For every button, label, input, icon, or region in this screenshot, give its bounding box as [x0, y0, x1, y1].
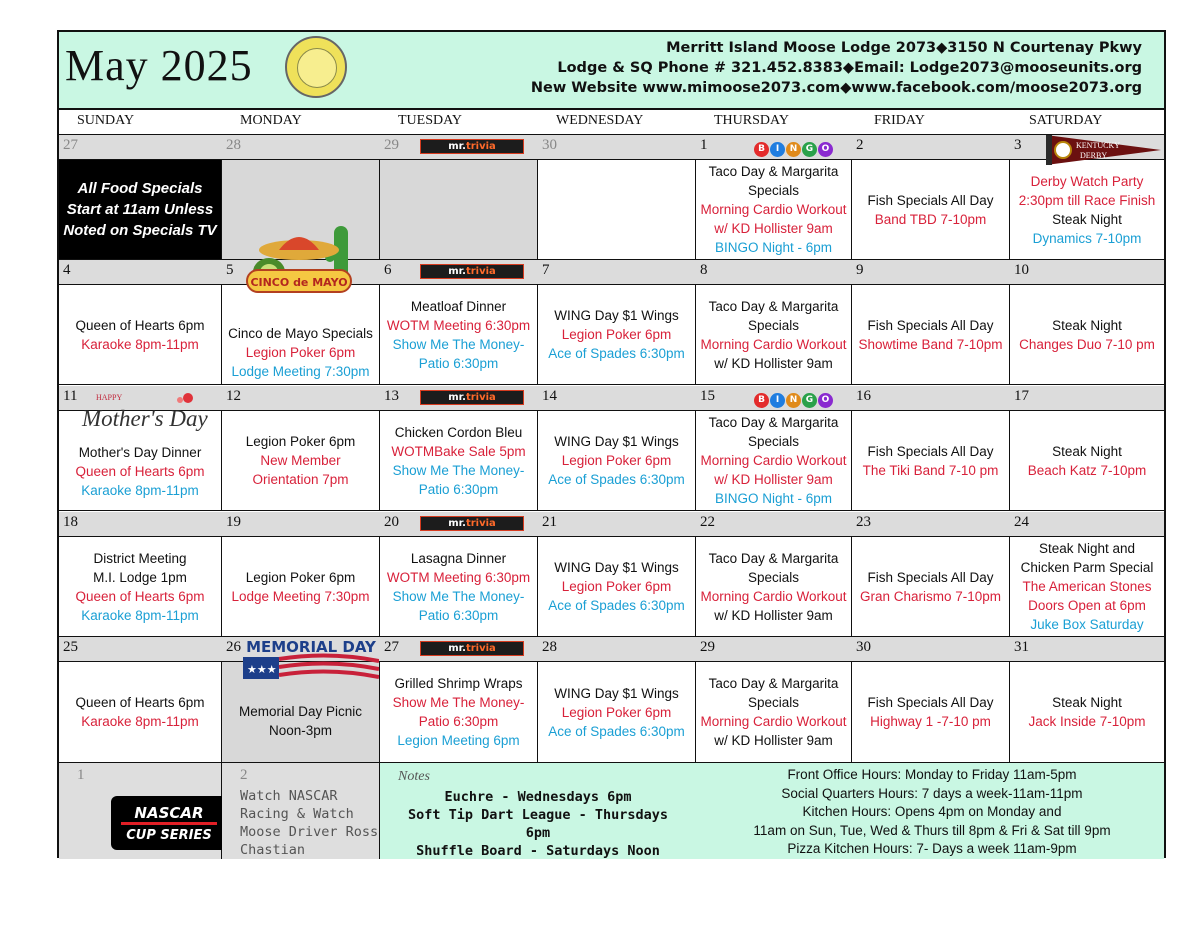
date-number: 30	[542, 137, 557, 153]
lodge-contact: Lodge & SQ Phone # 321.452.8383◆Email: Lodge2073@mooseunits.org	[557, 60, 1142, 76]
event-line: Lodge Meeting 7:30pm	[231, 588, 370, 604]
event-line: Legion Poker 6pm	[561, 327, 672, 342]
text-line: Chastian	[240, 842, 306, 858]
trivia-mr: mr.	[448, 518, 466, 529]
event-line: Specials	[747, 434, 800, 449]
event-line: WING Day $1 Wings	[554, 685, 679, 701]
event-line: Memorial Day Picnic	[238, 704, 363, 719]
moose-lodge-logo	[285, 36, 347, 98]
date-number: 23	[856, 514, 871, 530]
date-number: 19	[226, 514, 241, 530]
event-line: Karaoke 8pm-11pm	[81, 607, 199, 623]
date-number: 22	[700, 514, 715, 530]
event-line: Fish Specials All Day	[867, 695, 994, 710]
calendar	[57, 30, 1166, 858]
event-line: New Member	[260, 453, 341, 468]
text-line: Front Office Hours: Monday to Friday 11am-5pm	[787, 767, 1077, 782]
event-line: Cinco de Mayo Specials	[228, 326, 373, 341]
event-line: Karaoke 8pm-11pm	[81, 483, 199, 498]
bingo-ball: G	[802, 142, 817, 157]
date-number: 13	[384, 388, 399, 404]
bingo-ball: B	[754, 142, 769, 157]
day-cell-25	[59, 662, 222, 763]
event-line: w/ KD Hollister 9am	[714, 607, 833, 623]
event-line: Lasagna Dinner	[410, 550, 507, 566]
mothers-day-script: Mother's Day	[82, 406, 208, 431]
event-line: Chicken Parm Special	[1020, 560, 1154, 575]
text-line: Moose Driver Ross	[240, 824, 379, 840]
event-line: Specials	[747, 317, 800, 333]
date-number: 3	[1014, 137, 1022, 153]
date-number: 21	[542, 514, 557, 530]
event-line: Steak Night	[1052, 211, 1122, 227]
day-cell-18	[59, 537, 222, 637]
text-line: Pizza Kitchen Hours: 7- Days a week 11am-9pm	[787, 841, 1077, 856]
lodge-address: Merritt Island Moose Lodge 2073◆3150 N Courtenay Pkwy	[666, 40, 1142, 56]
event-line: WING Day $1 Wings	[554, 560, 679, 575]
day-cell-15	[696, 411, 852, 511]
day-cell-30	[538, 160, 696, 260]
day-cell-22	[696, 537, 852, 637]
day-cell-16	[852, 411, 1010, 511]
event-line: Taco Day & Margarita	[708, 298, 839, 314]
trivia-word: trivia	[465, 141, 496, 152]
nascar-cup-logo	[111, 796, 227, 850]
day-cell-30	[852, 662, 1010, 763]
date-number: 26	[226, 639, 241, 655]
event-line: Taco Day & Margarita	[708, 415, 839, 430]
bingo-badge	[754, 390, 834, 406]
date-number: 16	[856, 388, 871, 404]
text-line: Shuffle Board - Saturdays Noon	[416, 843, 660, 859]
mr-trivia-badge	[420, 641, 524, 656]
event-line: w/ KD Hollister 9am	[714, 733, 833, 748]
date-number: 17	[1014, 388, 1029, 404]
weekday-wednesday: WEDNESDAY	[556, 113, 644, 128]
trivia-mr: mr.	[448, 266, 466, 277]
date-number: 7	[542, 262, 550, 278]
hours-list	[740, 766, 1124, 859]
event-line: Steak Night	[1052, 443, 1122, 459]
event-line: Queen of Hearts 6pm	[75, 695, 205, 710]
event-line: Morning Cardio Workout	[700, 714, 847, 729]
event-line: Karaoke 8pm-11pm	[81, 714, 199, 729]
day-cell-1	[696, 160, 852, 260]
nascar-note	[240, 787, 378, 859]
event-line: Grilled Shrimp Wraps	[394, 676, 523, 691]
event-line: Show Me The Money-	[392, 588, 525, 604]
event-line: WING Day $1 Wings	[554, 434, 679, 449]
event-line: Steak Night and	[1038, 541, 1136, 556]
mr-trivia-badge	[420, 139, 524, 154]
weekday-header-row	[59, 108, 1164, 135]
weekday-sunday: SUNDAY	[77, 113, 135, 128]
event-line: Morning Cardio Workout	[700, 588, 847, 604]
bingo-ball: N	[786, 142, 801, 157]
event-line: Start at 11am Unless	[66, 201, 214, 218]
day-cell-21	[538, 537, 696, 637]
trivia-word: trivia	[465, 392, 496, 403]
day-cell-28	[538, 662, 696, 763]
notes-list	[398, 788, 678, 860]
event-line: Patio 6:30pm	[418, 355, 499, 371]
bingo-ball: G	[802, 393, 817, 408]
mr-trivia-badge	[420, 390, 524, 405]
date-number: 11	[63, 388, 78, 404]
day-cell-27	[59, 160, 222, 260]
footer-date-1	[59, 763, 222, 859]
date-number: 30	[856, 639, 871, 655]
day-cell-3	[1010, 160, 1164, 260]
event-line: Ace of Spades 6:30pm	[548, 346, 685, 361]
event-line: Taco Day & Margarita	[708, 676, 839, 691]
weekday-tuesday: TUESDAY	[398, 113, 463, 128]
trivia-word: trivia	[465, 518, 496, 529]
day-cell-19	[222, 537, 380, 637]
event-line: Morning Cardio Workout	[700, 336, 847, 352]
day-cell-8	[696, 285, 852, 385]
event-line: Lodge Meeting 7:30pm	[231, 364, 370, 379]
day-cell-2	[852, 160, 1010, 260]
footer-date-2	[222, 763, 380, 859]
event-line: w/ KD Hollister 9am	[714, 221, 833, 236]
memorial-day-banner	[243, 637, 379, 681]
day-cell-17	[1010, 411, 1164, 511]
event-line: The Tiki Band 7-10 pm	[862, 462, 999, 478]
date-row	[59, 386, 1164, 411]
event-line: Highway 1 -7-10 pm	[870, 714, 991, 729]
event-line: Band TBD 7-10pm	[874, 211, 987, 227]
event-line: All Food Specials	[77, 180, 203, 197]
text-line: Racing & Watch	[240, 806, 354, 822]
event-line: Morning Cardio Workout	[700, 202, 847, 217]
event-line: Specials	[747, 569, 800, 585]
event-line: Specials	[747, 695, 800, 710]
event-line: Show Me The Money-	[392, 336, 525, 352]
date-number: 6	[384, 262, 392, 278]
day-cell-6	[380, 285, 538, 385]
event-line: Fish Specials All Day	[867, 443, 994, 459]
event-line: Noon-3pm	[268, 723, 333, 738]
event-line: Doors Open at 6pm	[1028, 598, 1146, 613]
day-cell-29	[696, 662, 852, 763]
event-line: BINGO Night - 6pm	[714, 240, 833, 255]
notes-label: Notes	[398, 769, 430, 784]
trivia-mr: mr.	[448, 643, 466, 654]
date-number: 20	[384, 514, 399, 530]
day-cell-20	[380, 537, 538, 637]
day-cell-7	[538, 285, 696, 385]
event-line: Orientation 7pm	[252, 472, 349, 487]
date-number: 12	[226, 388, 241, 404]
day-cell-10	[1010, 285, 1164, 385]
text-line: Euchre - Wednesdays 6pm	[444, 789, 632, 805]
event-line: Chicken Cordon Bleu	[394, 424, 523, 440]
cup-series-text: CUP SERIES	[126, 828, 212, 843]
calendar-footer	[59, 762, 1164, 859]
event-line: Ace of Spades 6:30pm	[548, 472, 685, 487]
footer-notes-hours	[380, 763, 1164, 859]
event-line: WOTM Meeting 6:30pm	[386, 317, 531, 333]
date-number: 25	[63, 639, 78, 655]
weekday-friday: FRIDAY	[874, 113, 925, 128]
bingo-ball: O	[818, 142, 833, 157]
bingo-ball: I	[770, 393, 785, 408]
memorial-text: MEMORIAL DAY	[246, 638, 376, 656]
date-number: 29	[384, 137, 399, 153]
text-line: Watch NASCAR	[240, 788, 338, 804]
event-line: 2:30pm till Race Finish	[1018, 192, 1156, 208]
event-line: Mother's Day Dinner	[78, 445, 202, 460]
event-line: BINGO Night - 6pm	[714, 491, 833, 506]
event-line: Dynamics 7-10pm	[1032, 230, 1142, 246]
event-line: Specials	[747, 183, 800, 198]
text-line: 11am on Sun, Tue, Wed & Thurs till 8pm & Fri & Sat till 9pm	[753, 822, 1111, 838]
derby-text-top: KENTUCKY	[1076, 141, 1120, 150]
date-number: 1	[77, 767, 85, 783]
event-line: Show Me The Money-	[392, 695, 525, 710]
date-number: 31	[1014, 639, 1029, 655]
date-number: 8	[700, 262, 708, 278]
day-cell-24	[1010, 537, 1164, 637]
lodge-info	[531, 38, 1142, 98]
mothers-day-happy: HAPPY	[96, 393, 123, 402]
event-line: Queen of Hearts 6pm	[75, 317, 205, 333]
date-row	[59, 260, 1164, 285]
bingo-ball: N	[786, 393, 801, 408]
event-line: Legion Poker 6pm	[561, 453, 672, 468]
cinco-de-mayo-image	[239, 220, 357, 302]
bingo-ball: I	[770, 142, 785, 157]
event-line: Juke Box Saturday	[1030, 617, 1144, 632]
trivia-word: trivia	[465, 266, 496, 277]
date-number: 2	[240, 767, 248, 783]
event-line: Beach Katz 7-10pm	[1027, 462, 1147, 478]
event-line: District Meeting	[93, 550, 187, 566]
event-line: Taco Day & Margarita	[708, 550, 839, 566]
date-number: 24	[1014, 514, 1029, 530]
derby-text-bottom: DERBY	[1080, 151, 1108, 160]
event-line: Legion Meeting 6pm	[397, 733, 520, 748]
event-line: Queen of Hearts 6pm	[75, 464, 205, 479]
event-line: WOTM Meeting 6:30pm	[386, 569, 531, 585]
date-number: 2	[856, 137, 864, 153]
nascar-logo-text: NASCAR	[121, 804, 217, 825]
event-line: Noted on Specials TV	[63, 222, 217, 239]
weekday-saturday: SATURDAY	[1029, 113, 1103, 128]
event-line: Patio 6:30pm	[418, 714, 499, 729]
event-line: M.I. Lodge 1pm	[93, 569, 187, 585]
weekday-thursday: THURSDAY	[714, 113, 789, 128]
trivia-mr: mr.	[448, 392, 466, 403]
day-cell-4	[59, 285, 222, 385]
date-number: 5	[226, 262, 234, 278]
day-cell-12	[222, 411, 380, 511]
event-line: Fish Specials All Day	[867, 317, 994, 333]
text-line: Kitchen Hours: Opens 4pm on Monday and	[802, 804, 1062, 819]
event-line: Derby Watch Party	[1030, 173, 1144, 189]
event-line: w/ KD Hollister 9am	[714, 472, 833, 487]
event-line: Steak Night	[1052, 695, 1122, 710]
event-line: Showtime Band 7-10pm	[858, 336, 1003, 352]
weekday-monday: MONDAY	[240, 113, 302, 128]
bingo-ball: B	[754, 393, 769, 408]
event-line: Queen of Hearts 6pm	[75, 588, 205, 604]
calendar-header	[59, 32, 1164, 110]
event-line: Steak Night	[1052, 317, 1122, 333]
date-number: 28	[542, 639, 557, 655]
bingo-badge	[754, 139, 834, 155]
event-line: The American Stones	[1022, 579, 1152, 594]
event-line: Ace of Spades 6:30pm	[548, 723, 685, 739]
event-line: Legion Poker 6pm	[245, 569, 356, 585]
event-line: Legion Poker 6pm	[561, 579, 672, 594]
kentucky-derby-pennant	[1046, 135, 1161, 165]
event-line: Changes Duo 7-10 pm	[1019, 336, 1155, 352]
event-line: Legion Poker 6pm	[245, 434, 356, 449]
date-number: 4	[63, 262, 71, 278]
event-line: Gran Charismo 7-10pm	[859, 588, 1002, 604]
day-cell-29	[380, 160, 538, 260]
bingo-ball: O	[818, 393, 833, 408]
date-number: 18	[63, 514, 78, 530]
event-line: Fish Specials All Day	[867, 192, 994, 208]
mr-trivia-badge	[420, 516, 524, 531]
text-line: Social Quarters Hours: 7 days a week-11am-11pm	[781, 785, 1083, 801]
event-line: WING Day $1 Wings	[554, 308, 679, 323]
trivia-word: trivia	[465, 643, 496, 654]
day-cell-13	[380, 411, 538, 511]
date-number: 15	[700, 388, 715, 404]
cinco-text: CINCO de MAYO	[250, 276, 348, 289]
event-line: w/ KD Hollister 9am	[714, 355, 833, 371]
date-row	[59, 637, 1164, 662]
event-line: Patio 6:30pm	[418, 481, 499, 497]
date-number: 29	[700, 639, 715, 655]
text-line: Soft Tip Dart League - Thursdays 6pm	[407, 807, 669, 841]
day-cell-31	[1010, 662, 1164, 763]
event-line: WOTMBake Sale 5pm	[391, 443, 526, 459]
trivia-mr: mr.	[448, 141, 466, 152]
mothers-day-image	[62, 390, 217, 434]
event-line: Patio 6:30pm	[418, 607, 499, 623]
event-line: Meatloaf Dinner	[410, 298, 507, 314]
day-cell-23	[852, 537, 1010, 637]
day-cell-9	[852, 285, 1010, 385]
date-number: 9	[856, 262, 864, 278]
event-line: Karaoke 8pm-11pm	[81, 336, 199, 352]
svg-text:★★★: ★★★	[247, 664, 277, 676]
event-line: Morning Cardio Workout	[700, 453, 847, 468]
lodge-websites: New Website www.mimoose2073.com◆www.facebook.com/moose2073.org	[530, 80, 1142, 96]
event-line: Jack Inside 7-10pm	[1028, 714, 1146, 729]
date-number: 27	[63, 137, 78, 153]
date-number: 28	[226, 137, 241, 153]
date-number: 27	[384, 639, 399, 655]
event-line: Fish Specials All Day	[867, 569, 994, 585]
event-line: Taco Day & Margarita	[708, 164, 839, 179]
date-number: 14	[542, 388, 557, 404]
month-title: May 2025	[65, 41, 253, 90]
date-row	[59, 135, 1164, 160]
day-cell-27	[380, 662, 538, 763]
day-cell-14	[538, 411, 696, 511]
event-line: Legion Poker 6pm	[561, 704, 672, 720]
event-line: Ace of Spades 6:30pm	[548, 598, 685, 613]
date-number: 1	[700, 137, 708, 153]
date-number: 10	[1014, 262, 1029, 278]
event-line: Legion Poker 6pm	[245, 345, 356, 360]
date-row	[59, 512, 1164, 537]
event-line: Show Me The Money-	[392, 462, 525, 478]
mr-trivia-badge	[420, 264, 524, 279]
